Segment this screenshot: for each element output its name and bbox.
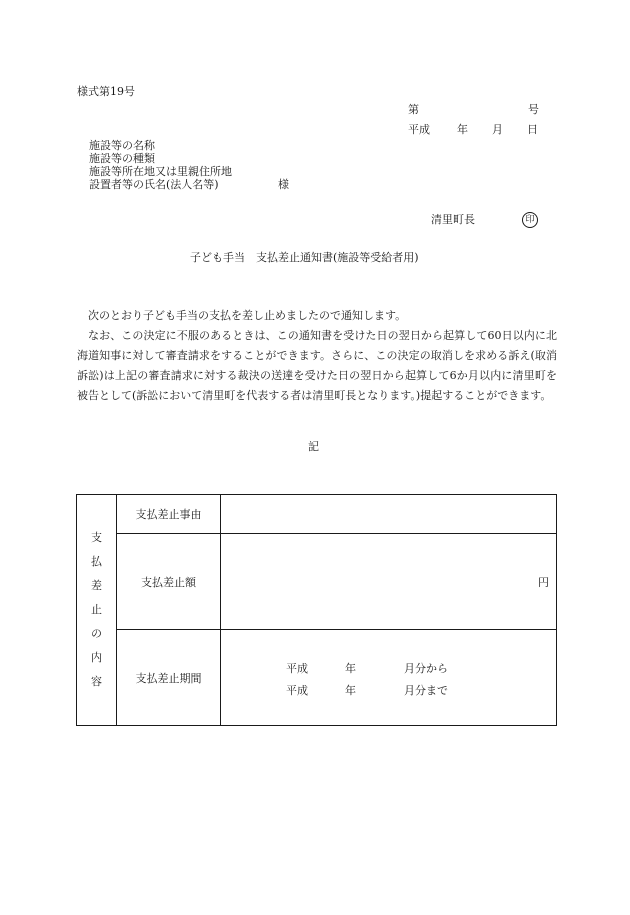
facility-type-label: 施設等の種類 [89,152,155,165]
seal-mark: 印 [522,212,538,228]
facility-name-label: 施設等の名称 [89,139,155,152]
date-era: 平成 [408,123,430,136]
reason-value[interactable] [221,495,557,534]
amount-label: 支払差止額 [117,534,221,630]
period-value[interactable] [221,630,557,726]
notice-body [77,306,557,406]
date-month: 月 [492,123,503,136]
document-title: 子ども手当 支払差止通知書(施設等受給者用) [190,251,419,264]
reason-label: 支払差止事由 [117,495,221,534]
detail-table [76,494,557,726]
period-from: 平成 年 月分から [286,661,448,675]
form-number: 様式第19号 [77,85,135,98]
period-label: 支払差止期間 [117,630,221,726]
period-to: 平成 年 月分まで [286,683,448,697]
date-year: 年 [457,123,468,136]
amount-value[interactable] [221,534,557,630]
honorific: 様 [278,178,289,191]
date-day: 日 [527,123,538,136]
side-label: 支 払 差 止 の 内 容 [77,495,117,726]
facility-address-label: 施設等所在地又は里親住所地 [89,165,232,178]
doc-number-suffix: 号 [528,103,539,116]
founder-name-label: 設置者等の氏名(法人名等) [89,178,219,191]
ki-mark: 記 [308,440,319,453]
amount-unit: 円 [538,575,549,589]
issuer-name: 清里町長 [431,213,475,226]
notice-paragraph-1: 次のとおり子ども手当の支払を差し止めましたので通知します。 [88,309,407,322]
notice-paragraph-2: なお、この決定に不服のあるときは、この通知書を受けた日の翌日から起算して60日以内に北海道知事に対して審査請求をすることができます。さらに、この決定の取消しを求める訴え(取消訴訟)は上記の審査請求に対する裁決の送達を受けた日の翌日から起算して6か月以内に清里町を被告として(訴訟において清里町を代表する者は清里町長となります。)提起することができます。 [77,329,557,402]
doc-number-prefix: 第 [408,103,419,116]
